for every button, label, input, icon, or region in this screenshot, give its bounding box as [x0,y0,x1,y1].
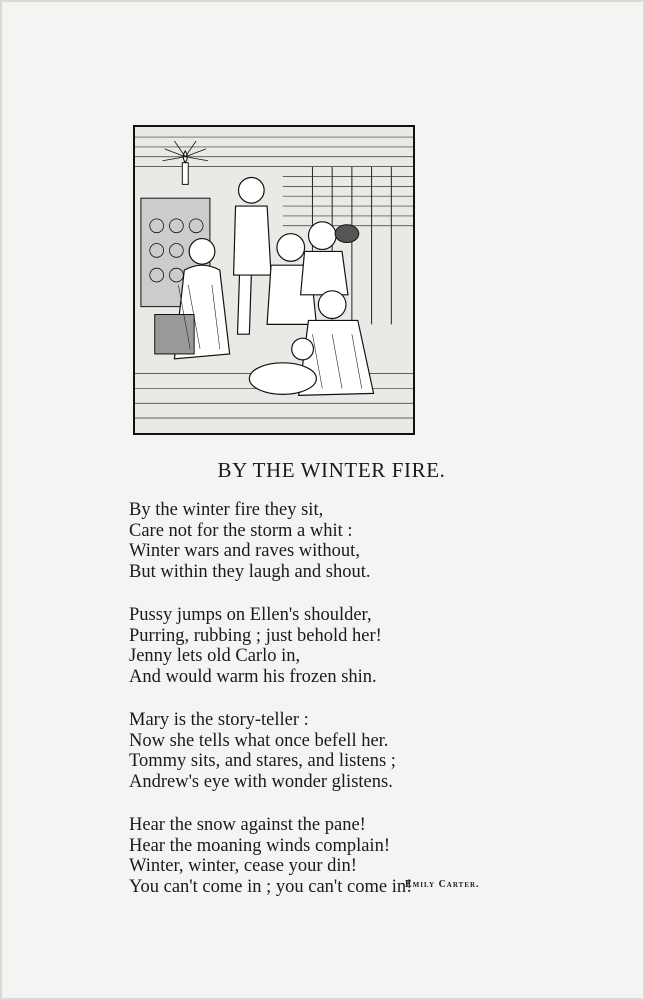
poem-line: Winter wars and raves without, [129,541,360,561]
stanza [129,500,509,582]
poem-title: BY THE WINTER FIRE. [217,458,446,482]
engraving-illustration [133,125,415,435]
poem-line: Hear the moaning winds complain! [129,835,390,856]
poem-line: You can't come in ; you can't come in! [129,876,413,897]
poem-line: Tommy sits, and stares, and listens ; [129,751,396,771]
poem-line: And would warm his frozen shin. [129,666,377,687]
stanza [129,605,509,687]
stanza [129,710,509,792]
poem-line: Purring, rubbing ; just behold her! [129,625,382,646]
poem-line: Now she tells what once befell her. [129,730,389,751]
poem-body [129,500,509,920]
poem-line: Winter, winter, cease your din! [129,856,357,876]
poem-line: Mary is the story-teller : [129,710,309,730]
poem-line: Hear the snow against the pane! [129,815,366,835]
poem-line: Jenny lets old Carlo in, [129,646,301,666]
poem-line: Andrew's eye with wonder glistens. [129,771,393,792]
author-attribution: Emily Carter. [405,879,480,890]
poem-line: Care not for the storm a whit : [129,520,353,541]
poem-line: Pussy jumps on Ellen's shoulder, [129,605,372,625]
poem-line: By the winter fire they sit, [129,500,324,520]
poem-line: But within they laugh and shout. [129,561,371,582]
